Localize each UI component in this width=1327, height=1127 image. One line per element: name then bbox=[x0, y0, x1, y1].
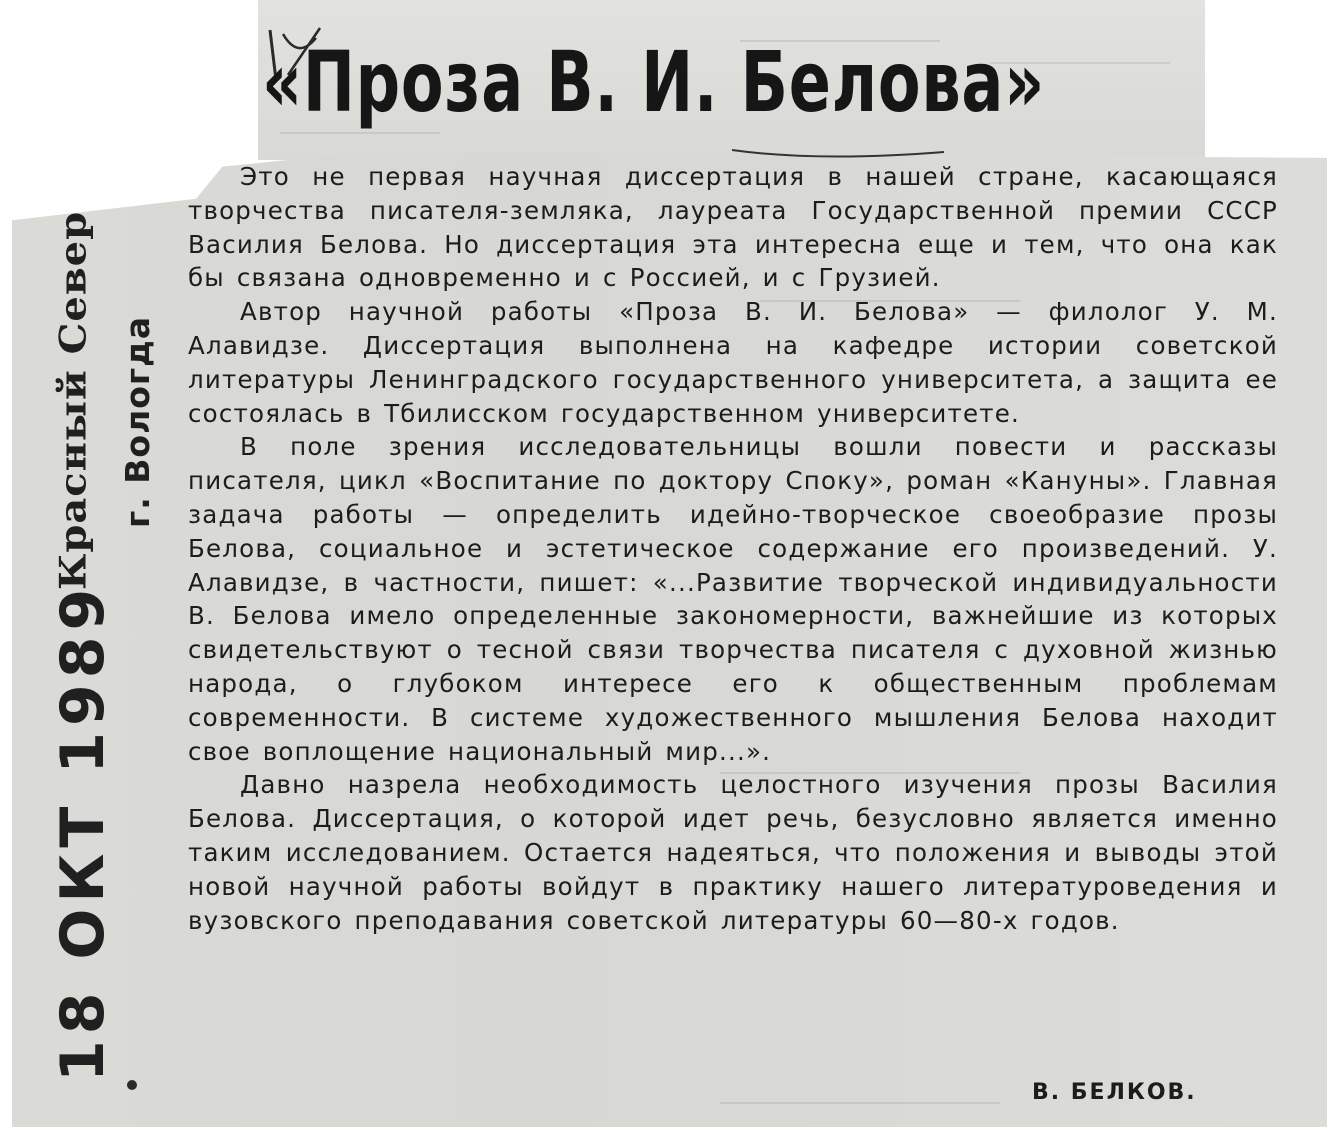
date-stamp: 18 ОКТ 1989 bbox=[48, 582, 118, 1082]
bleed-through-line bbox=[280, 132, 440, 134]
bleed-through-line bbox=[720, 1102, 1000, 1104]
article-paragraph: Это не первая научная диссертация в нашей стране, касающаяся творчества писателя-земляка, лауреата Государственной премии СССР Василия Белова. Но диссертация эта интересна еще и тем, что она как бы связана одновременно и с Россией, и с Грузией. bbox=[188, 162, 1278, 293]
article-body bbox=[188, 160, 1278, 937]
article-paragraph: Давно назрела необходимость целостного изучения прозы Василия Белова. Диссертация, о которой идет речь, безусловно является именно таким исследованием. Остается надеяться, что положения и выводы этой новой научной работы войдут в практику нашего литературоведения и вузовского преподавания советской литературы 60—80-х годов. bbox=[188, 770, 1278, 935]
newspaper-name-stamp: Красный Север bbox=[52, 210, 95, 590]
ink-blot-icon bbox=[125, 1078, 139, 1092]
author-signature: В. БЕЛКОВ. bbox=[1032, 1080, 1197, 1105]
city-stamp: г. Вологда bbox=[118, 315, 157, 528]
article-paragraph: В поле зрения исследовательницы вошли повести и рассказы писателя, цикл «Воспитание по доктору Споку», роман «Кануны». Главная задача работы — определить идейно-творческое своеобразие прозы Белова, социальное и эстетическое содержание его произведений. У. Алавидзе, в частности, пишет: «...Развитие творческой индивидуальности В. Белова имело определенные закономерности, важнейшие из которых свидетельствуют о тесной связи творчества писателя с духовной жизнью народа, о глубоком интересе его к общественным проблемам современности. В системе художественного мышления Белова находит свое воплощение национальный мир...». bbox=[188, 432, 1278, 766]
article-paragraph: Автор научной работы «Проза В. И. Белова» — филолог У. М. Алавидзе. Диссертация выполнена на кафедре истории советской литературы Ленинградского государственного университета, а защита ее состоялась в Тбилисском государственном университете. bbox=[188, 297, 1278, 428]
article-title: «Проза В. И. Белова» bbox=[262, 33, 1046, 131]
